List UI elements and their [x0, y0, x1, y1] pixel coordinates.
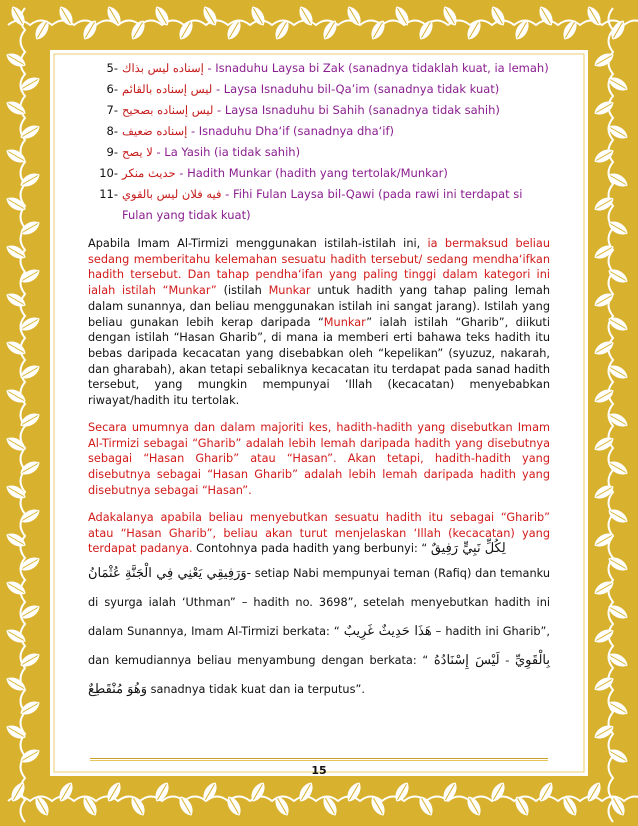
list-item — [88, 184, 550, 226]
term-list — [88, 58, 550, 226]
p1-text-b: ia bermaksud beliau sedang memberitahu kelemahan sesuatu hadith tersebut/ sedang mendha‘ifkan hadith tersebut. Dan tahap pendha‘ifan yang paling tinggi dalam kategori ini ialah istilah “Munkar” — [88, 237, 550, 298]
p1-text-d: Munkar — [268, 284, 311, 298]
item-text — [122, 100, 550, 121]
p3-arabic-2: -وَرَفِيقِي يَعْنِي فِي الْجَنَّةِ عُثْمَانُ — [88, 565, 252, 581]
p3-text-e: sanadnya tidak kuat dan ia terputus”. — [147, 682, 365, 696]
p3-arabic-3: هَذَا حَدِيثٌ غَرِيبٌ — [343, 623, 432, 639]
item-transliteration: Laysa Isnaduhu bil-Qa’im (sanadnya tidak kuat) — [223, 82, 500, 96]
paragraph-1 — [88, 236, 550, 409]
item-separator: - — [175, 166, 188, 180]
item-number: 8- — [106, 124, 118, 138]
item-text — [122, 184, 550, 226]
p1-text-a: Apabila Imam Al-Tirmizi menggunakan istilah-istilah ini, — [88, 237, 428, 250]
p3-arabic-5: بِالْقَوِيِّ وَهُوَ مُنْقَطِعٌ — [88, 652, 550, 697]
paragraph-2: Secara umumnya dan dalam majoriti kes, hadith-hadith yang disebutkan Imam Al-Tirmizi sebagai “Gharib” adalah lebih lemah daripada hadith yang disebutnya sebagai “Hasan Gharib” atau “Hasan”. Akan tetapi, hadith-hadith yang disebutnya sebagai “Hasan Gharib” adalah lebih lemah daripada hadith yang disebutnya sebagai “Hasan”. — [88, 421, 550, 497]
p3-lines — [88, 559, 550, 704]
item-transliteration: La Yasih (ia tidak sahih) — [164, 145, 301, 159]
item-arabic: فيه فلان ليس بالقوي — [122, 187, 222, 201]
p3-arabic-1: لِكُلِّ نَبِيٍّ رَفِيقٌ — [430, 541, 506, 557]
item-number: 7- — [106, 103, 118, 117]
item-arabic: لا يصح — [122, 145, 153, 159]
item-text — [122, 121, 550, 142]
list-item — [88, 163, 550, 184]
item-transliteration: Hadith Munkar (hadith yang tertolak/Munkar) — [187, 166, 448, 180]
item-arabic: ليس إسناده بالقائم — [122, 82, 213, 96]
item-number: 5- — [106, 61, 118, 75]
p3-text-red: Adakalanya apabila beliau menyebutkan sesuatu hadith itu sebagai “Gharib” atau “Hasan Gharib”, beliau akan turut menjelaskan ‘Illah (kecacatan) yang terdapat padanya. — [88, 510, 550, 556]
item-number: 11- — [99, 187, 118, 201]
item-transliteration: Fihi Fulan Laysa bil-Qawi (pada rawi ini terdapat si Fulan yang tidak kuat) — [122, 187, 523, 222]
p1-text-f: Munkar — [323, 315, 367, 329]
footer-rule-shadow — [90, 760, 548, 761]
item-number: 10- — [99, 166, 118, 180]
item-separator: - — [221, 187, 233, 201]
p3-text-c: – hadith ini Gharib”, dan kemudiannya beliau menyambung dengan berkata: “ — [88, 624, 550, 667]
list-item — [88, 142, 550, 163]
item-arabic: حديث منكر — [122, 166, 176, 180]
list-item — [88, 121, 550, 142]
item-separator: - — [187, 124, 199, 138]
p3-arabic-4: لَيْسَ إِسْنَادُهُ — [433, 652, 500, 668]
p3-text-b: setiap Nabi mempunyai teman (Rafiq) dan temanku di syurga ialah ‘Uthman” – hadith no. 3698”, setelah menyebutkan hadith ini dalam Sunannya, Imam Al-Tirmizi berkata: “ — [88, 566, 550, 638]
item-separator: - — [152, 145, 165, 159]
item-number: 9- — [106, 145, 118, 159]
footer-rule — [90, 758, 548, 759]
list-item — [88, 79, 550, 100]
item-number: 6- — [106, 82, 118, 96]
item-transliteration: Isnaduhu Dha‘if (sanadnya dha‘if) — [198, 124, 395, 138]
p1-text-e: untuk hadith yang tahap paling lemah dalam sunannya, dan beliau menggunakan istilah ini sangat jarang). Istilah yang beliau gunakan lebih kerap daripada “ — [88, 284, 551, 329]
item-text — [122, 163, 550, 184]
item-text — [122, 58, 550, 79]
p1-text-g: ” ialah istilah “Gharib”, diikuti dengan istilah “Hasan Gharib”, di mana ia memberi erti bahawa teks hadith itu bebas daripada kecacatan yang disebabkan oleh “kepelikan” (syuzuz, nakarah, dan gharabah), akan tetapi sebaliknya kecacatan itu terdapat pada sanad hadith tersebut, yang mungkin mempunyai ‘Illah (kecacatan) menyebabkan riwayat/hadith itu tertolak. — [88, 315, 550, 408]
item-text — [122, 79, 550, 100]
item-transliteration: Laysa Isnaduhu bi Sahih (sanadnya tidak sahih) — [224, 103, 500, 117]
list-item — [88, 58, 550, 79]
item-arabic: إسناده ضعيف — [122, 124, 188, 138]
p3-text-d: - — [499, 653, 515, 667]
paragraph-3 — [88, 510, 550, 704]
page-number: 15 — [311, 764, 327, 777]
item-arabic: إسناده ليس بذاك — [122, 61, 204, 75]
item-separator: - — [213, 103, 225, 117]
item-separator: - — [203, 61, 216, 75]
list-item — [88, 100, 550, 121]
item-transliteration: Isnaduhu Laysa bi Zak (sanadnya tidaklah kuat, ia lemah) — [215, 61, 549, 75]
p3-text-a: Contohnya pada hadith yang berbunyi: “ — [192, 542, 431, 556]
content — [88, 58, 550, 715]
item-separator: - — [212, 82, 224, 96]
p1-text-c: (istilah — [216, 284, 269, 298]
item-text — [122, 142, 550, 163]
item-arabic: ليس إسناده بصحيح — [122, 103, 214, 117]
